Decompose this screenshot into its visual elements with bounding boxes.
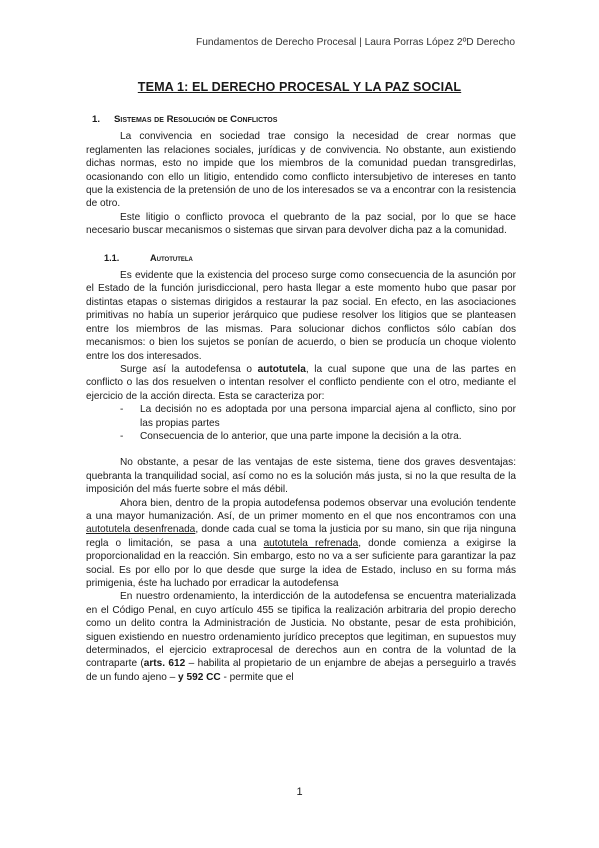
section-number: 1. [92, 114, 101, 125]
characteristics-list [86, 403, 516, 443]
paragraph [86, 590, 516, 684]
document-body [86, 113, 516, 684]
text-run: – habilita al propietario de un enjambre de abejas a perseguirlo a través de un fundo ajeno – [86, 658, 517, 683]
paragraph: Este litigio o conflicto provoca el quebranto de la paz social, por lo que se hace necesario buscar mecanismos o sistemas que sirvan para devolver dicha paz a la comunidad. [86, 211, 516, 237]
paragraph [86, 497, 516, 591]
text-run: Ahora bien, dentro de la propia autodefensa podemos observar una evolución tendente a una mayor humanización. Así, de un primer momento en el que nos encontramos con una [86, 497, 516, 522]
section-title: Sistemas de Resolución de Conflictos [114, 114, 278, 125]
bold-term: arts. 612 [143, 658, 186, 670]
running-header: Fundamentos de Derecho Procesal | Laura Porras López 2ºD Derecho [196, 37, 515, 48]
text-run: - permite que el [220, 671, 294, 683]
section-heading-1-1 [104, 252, 516, 265]
paragraph: La convivencia en sociedad trae consigo la necesidad de crear normas que reglamenten las relaciones sociales, jurídicas y de convivencia. No obstante, aun existiendo dichas normas, esto no impide que los miembros de la comunidad puedan transgredirlas, ocasionando con ello un litigio, entendido como conflicto intersubjetivo de intereses en tanto que la existencia de la pretensión de uno de los interesados se va a encontrar con la resistencia de otro. [86, 131, 516, 210]
section-title: Autotutela [150, 252, 193, 263]
list-item: - La decisión no es adoptada por una persona imparcial ajena al conflicto, sino por las propias partes [120, 403, 516, 430]
list-item: - Consecuencia de lo anterior, que una parte impone la decisión a la otra. [120, 430, 516, 443]
section-number: 1.1. [104, 252, 120, 263]
underlined-term: autotutela refrenada [263, 537, 359, 549]
text-run: Surge así la autodefensa o [120, 363, 258, 375]
bold-term: autotutela [257, 363, 306, 375]
bold-term: y 592 CC [178, 671, 221, 683]
text-run: En nuestro ordenamiento, la interdicción de la autodefensa se encuentra materializada en el Código Penal, en cuyo artículo 455 se tipifica la realización arbitraria del propio derecho como un delito contra la Administración de Justicia. No obstante, pesar de esta prohibición, siguen existiendo en nuestro ordenamiento jurídico preceptos que legitiman, en supuestos muy determinados, el ejercicio extraprocesal de derechos aun en contra de la voluntad de la contraparte ( [86, 591, 516, 670]
document-title: TEMA 1: EL DERECHO PROCESAL Y LA PAZ SOCIAL [137, 80, 462, 94]
section-heading-1 [92, 113, 516, 126]
text-run: , la cual supone que una de las partes en conflicto o las dos resuelven o intentan resolver el conflicto pendiente con el otro, mediante el ejercicio de la acción directa. Esta se caracteriza por: [86, 363, 516, 402]
underlined-term: autotutela desenfrenada [86, 524, 196, 536]
page-number: 1 [296, 786, 303, 798]
paragraph: No obstante, a pesar de las ventajas de este sistema, tiene dos graves desventajas: quebranta la tranquilidad social, así como no es la solución más justa, si no la que resulta de la imposición del más fuerte sobre el más débil. [86, 457, 516, 496]
paragraph [86, 363, 516, 403]
paragraph: Es evidente que la existencia del proceso surge como consecuencia de la asunción por el Estado de la función jurisdiccional, pero hasta llegar a este momento hubo que pasar por distintas etapas o sistemas dirigidos a restaurar la paz social. En efecto, en las asociaciones primitivas no había un superior jerárquico que pudiese resolver los litigios que se planteasen entre los miembros de las mismas. Para solucionar dichos conflictos sólo cabían dos mecanismos: o bien los sujetos se ponían de acuerdo, o bien se producía un choque violento entre los dos interesados. [86, 270, 516, 362]
text-run: , donde comienza a exigirse la proporcionalidad en la reacción. Sin embargo, esto no va a ser suficiente para garantizar la paz social. Es por ello por lo que desde que surge la idea de Estado, incluso en su forma más primigenia, éste ha luchado por erradicar la autodefensa [86, 537, 516, 589]
text-run: , donde cada cual se toma la justicia por su mano, sin que rija ninguna regla o limitación, se pasa a una [86, 524, 516, 549]
